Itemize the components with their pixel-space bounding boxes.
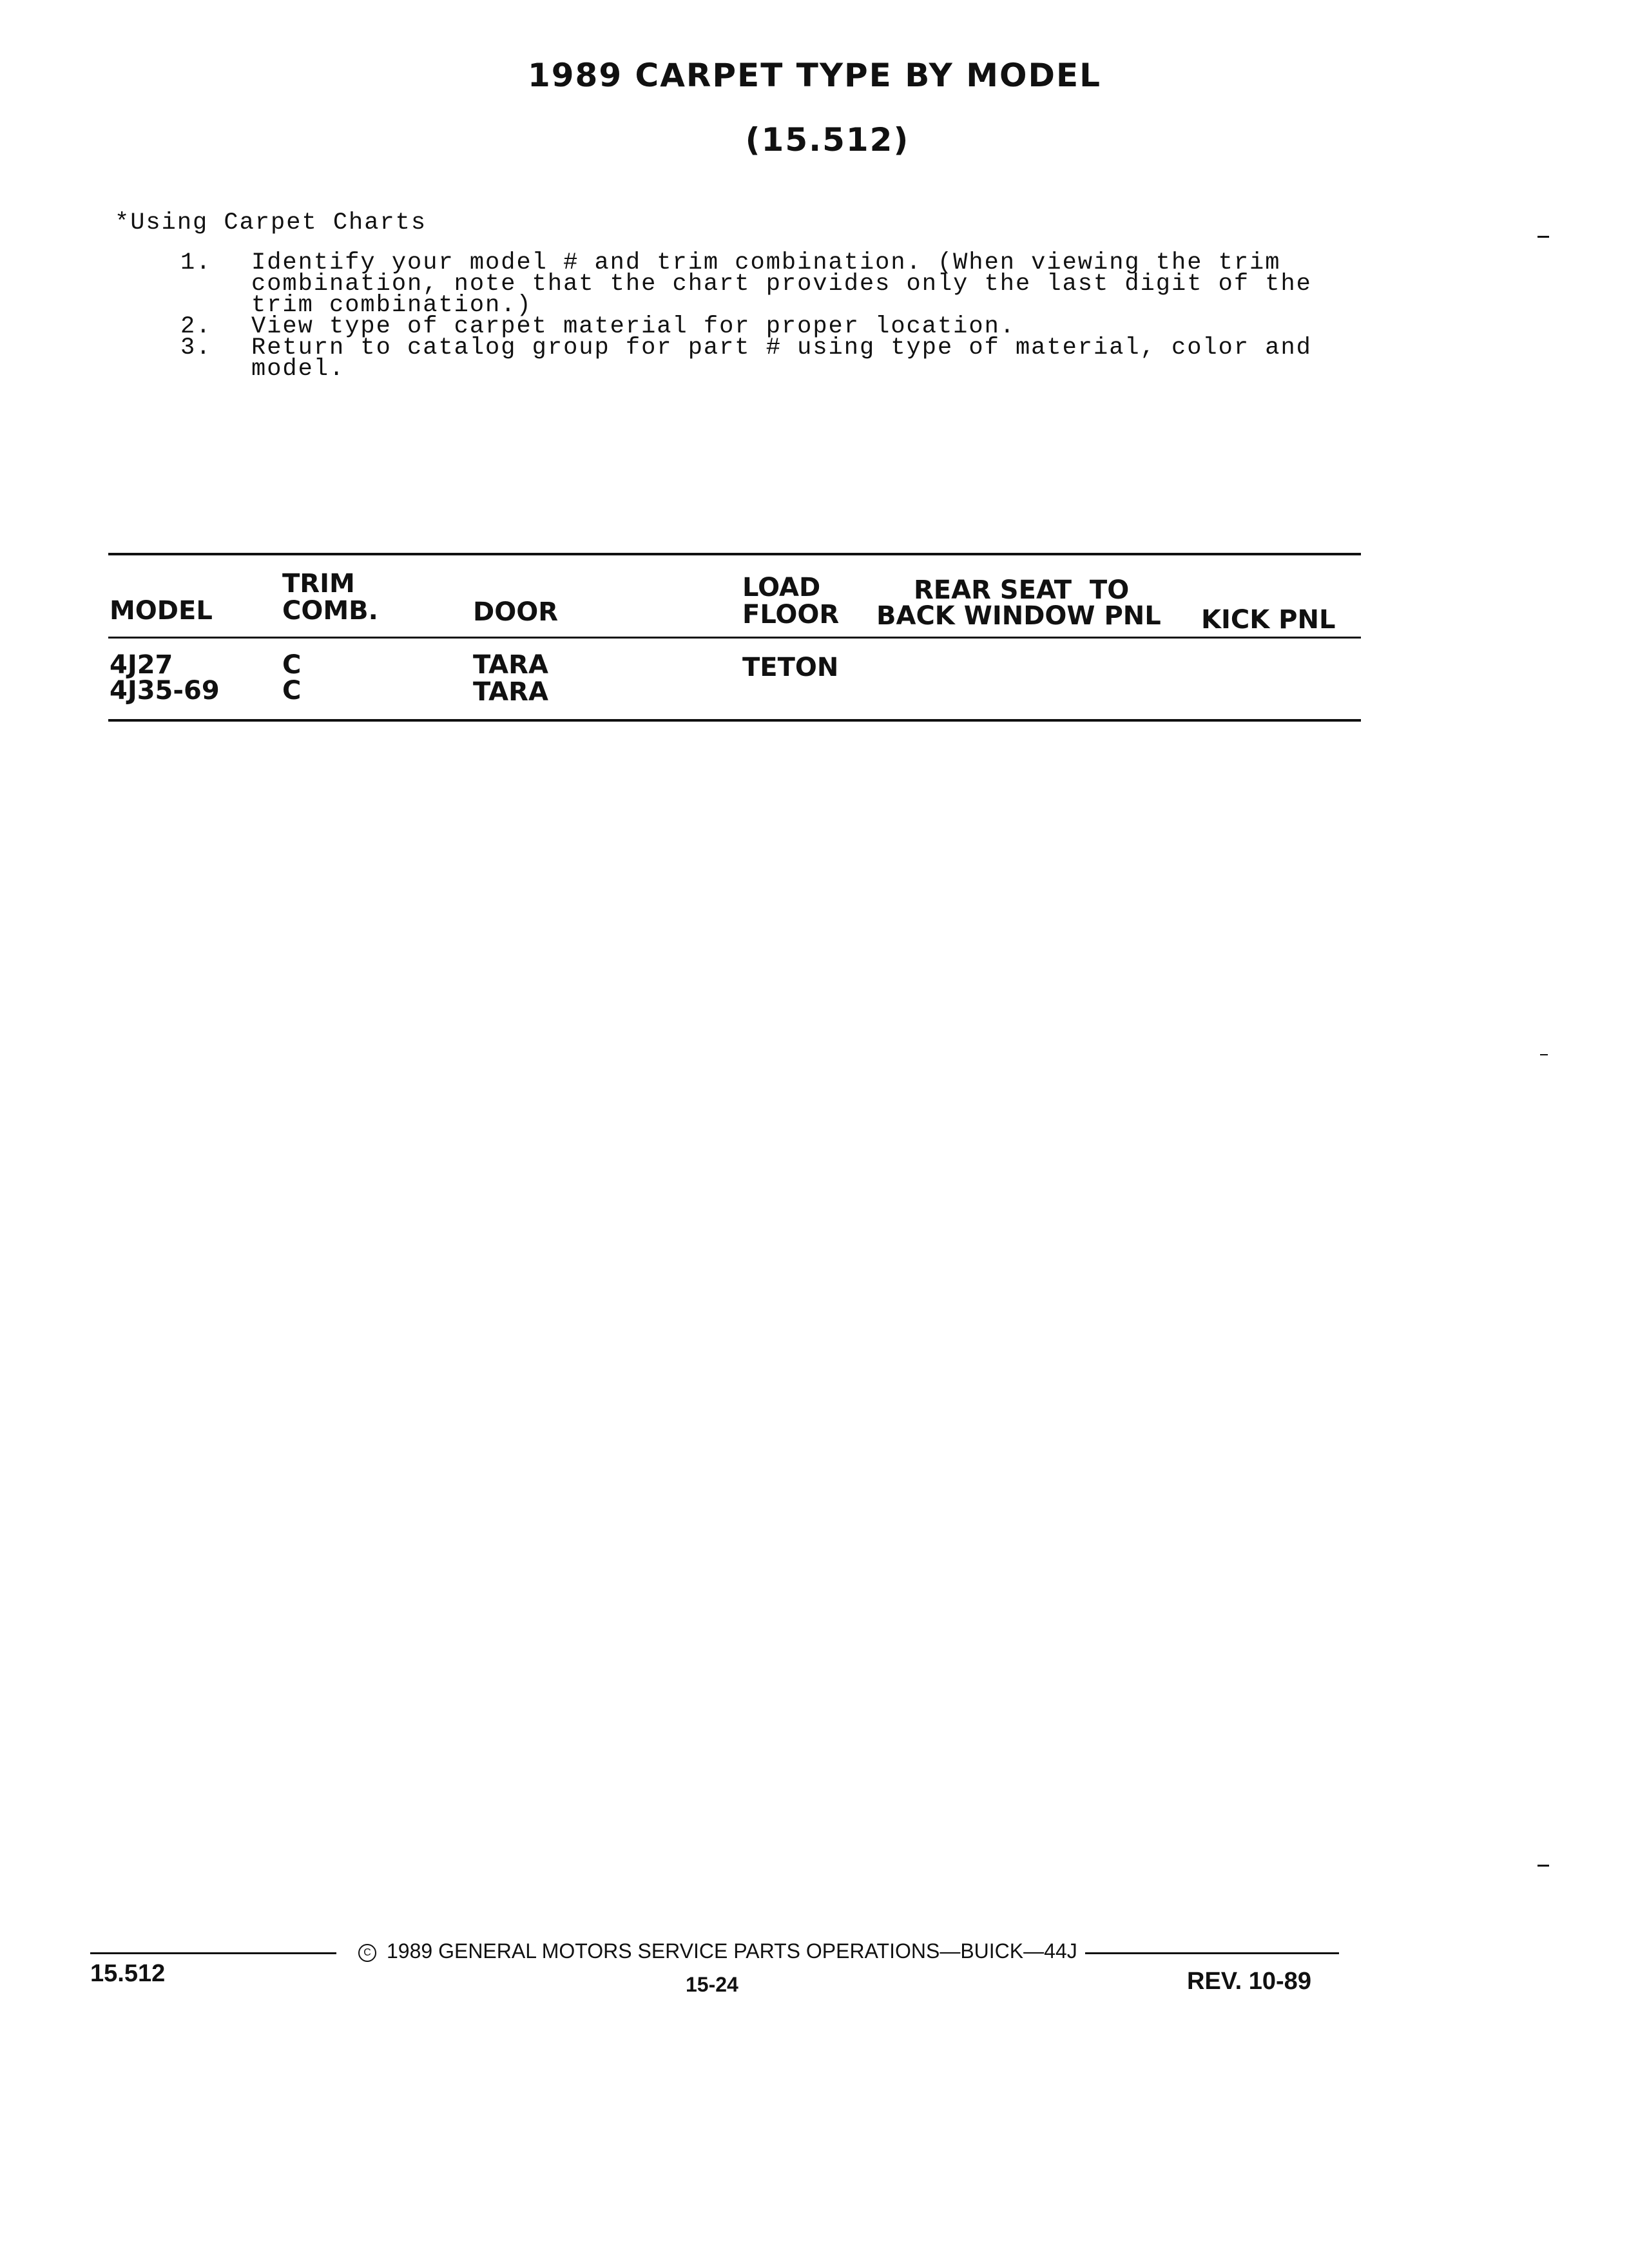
- instruction-number: 3.: [180, 334, 212, 361]
- footer-copyright: [358, 1939, 1077, 1963]
- cell-trim: C: [282, 676, 302, 706]
- instructions-heading: *Using Carpet Charts: [115, 209, 427, 236]
- instruction-item: [180, 334, 1315, 383]
- header-back-window: BACK WINDOW PNL: [876, 601, 1161, 631]
- header-door: DOOR: [473, 597, 559, 627]
- cell-door: TARA: [473, 650, 548, 680]
- header-trim: TRIM: [282, 569, 355, 599]
- header-floor: FLOOR: [742, 600, 840, 629]
- footer-revision: REV. 10-89: [1187, 1968, 1311, 1995]
- page-title: 1989 CARPET TYPE BY MODEL: [527, 57, 1102, 94]
- copyright-icon: C: [358, 1944, 376, 1962]
- instruction-number: 1.: [180, 249, 212, 276]
- header-model: MODEL: [110, 596, 213, 626]
- cell-model: 4J27: [110, 650, 173, 680]
- cell-model: 4J35-69: [110, 676, 220, 706]
- header-comb: COMB.: [282, 596, 378, 626]
- instruction-number: 2.: [180, 313, 212, 340]
- cell-door: TARA: [473, 677, 548, 707]
- instruction-item: [180, 249, 1315, 319]
- cell-load-floor: TETON: [742, 653, 839, 682]
- table-top-rule: [108, 553, 1361, 555]
- table-row: [110, 676, 1360, 707]
- instructions-list: [180, 249, 1315, 383]
- instruction-text: Identify your model # and trim combination. (When viewing the trim combination, note that the chart provides only the last digit of the trim combination.): [251, 249, 1312, 319]
- margin-tick: [1537, 1865, 1549, 1867]
- footer-rule-left: [90, 1952, 336, 1954]
- copyright-text: 1989 GENERAL MOTORS SERVICE PARTS OPERATIONS—BUICK—44J: [387, 1939, 1077, 1963]
- footer-section: 15.512: [90, 1960, 166, 1987]
- cell-trim: C: [282, 650, 302, 680]
- footer-page-number: 15-24: [686, 1973, 738, 1996]
- footer-rule-right: [1085, 1952, 1339, 1954]
- table-row: [110, 650, 1360, 682]
- margin-tick: [1540, 1054, 1548, 1055]
- header-kick-pnl: KICK PNL: [1201, 605, 1336, 635]
- margin-tick: [1537, 236, 1549, 238]
- table-bottom-rule: [108, 719, 1361, 722]
- table-header-rule: [108, 637, 1361, 639]
- instruction-text: View type of carpet material for proper location.: [251, 313, 1016, 340]
- header-load: LOAD: [742, 573, 821, 602]
- header-rear-seat: REAR SEAT TO: [914, 575, 1130, 605]
- section-code: (15.512): [745, 121, 910, 159]
- instruction-text: Return to catalog group for part # using type of material, color and model.: [251, 334, 1312, 383]
